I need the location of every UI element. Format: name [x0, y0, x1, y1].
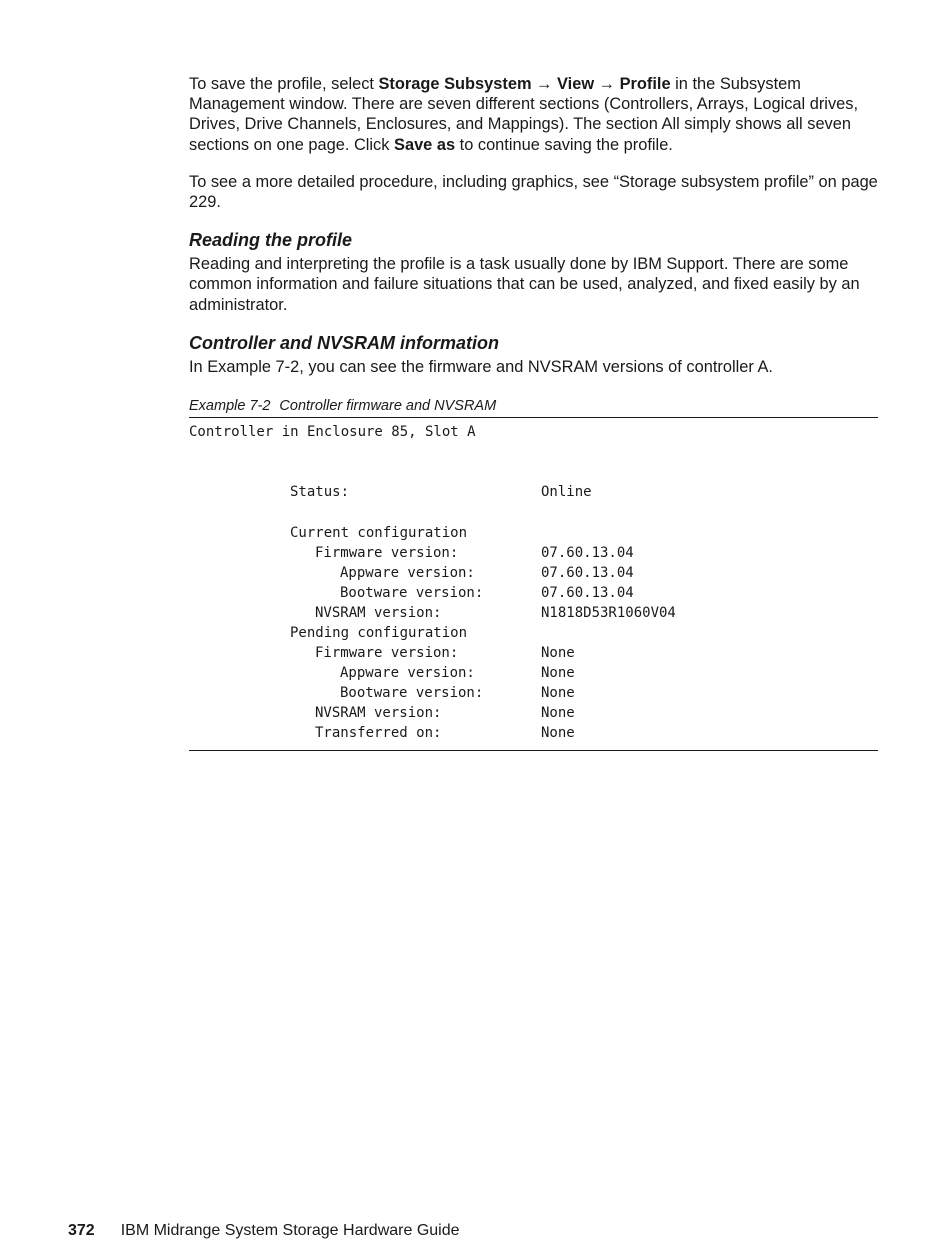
intro-paragraph-detailed-procedure: To see a more detailed procedure, including graphics, see “Storage subsystem profile” on page 229. [189, 172, 878, 212]
menu-view: View [557, 75, 595, 93]
controller-location: Controller in Enclosure 85, Slot A [189, 424, 476, 441]
pending-firmware-value: None [541, 645, 575, 662]
pending-bootware-label: Bootware version: [340, 685, 484, 702]
code-pending-bootware-line [189, 683, 878, 703]
code-current-appware-line [189, 563, 878, 583]
current-firmware-label: Firmware version: [315, 544, 459, 561]
code-current-config-line [189, 523, 878, 543]
example-bottom-rule [189, 750, 878, 751]
example-title: Controller firmware and NVSRAM [279, 398, 497, 415]
current-bootware-label: Bootware version: [340, 584, 484, 601]
code-pending-transferred-line [189, 723, 878, 743]
save-as-label: Save as [394, 135, 456, 154]
pending-appware-value: None [541, 665, 575, 682]
code-current-bootware-line [189, 583, 878, 603]
current-nvsram-value: N1818D53R1060V04 [541, 604, 676, 621]
current-appware-value: 07.60.13.04 [541, 564, 634, 581]
heading-controller-nvsram: Controller and NVSRAM information [189, 332, 499, 353]
example-number: Example 7-2 [189, 398, 271, 415]
pending-firmware-label: Firmware version: [315, 645, 459, 662]
pending-appware-label: Appware version: [340, 665, 475, 682]
current-bootware-value: 07.60.13.04 [541, 584, 634, 601]
intro-text-1: To save the profile, select [189, 75, 379, 93]
menu-profile: Profile [619, 75, 671, 93]
status-value: Online [541, 484, 592, 501]
heading-reading-profile: Reading the profile [189, 230, 353, 251]
page-number: 372 [68, 1222, 95, 1239]
status-label: Status: [290, 484, 350, 501]
page-footer [68, 1221, 460, 1241]
reading-profile-paragraph: Reading and interpreting the profile is a task usually done by IBM Support. There are some common information and failure situations that can be used, analyzed, and fixed easily by an administrator. [189, 255, 860, 314]
pending-transferred-label: Transferred on: [315, 725, 442, 742]
code-current-nvsram-line [189, 603, 878, 623]
intro-text-2: in the Subsystem Management window. There are seven different sections (Controllers, Arrays, Logical drives, Drives, Drive Channels, Enclosures, and Mappings). The section All simply shows all seven sections on one page. Click [189, 75, 859, 154]
page-content [189, 74, 878, 751]
menu-arrow: → [594, 75, 620, 93]
pending-bootware-value: None [541, 685, 575, 702]
pending-config-label: Pending configuration [290, 624, 468, 641]
current-config-label: Current configuration [290, 524, 468, 541]
pending-nvsram-value: None [541, 705, 575, 722]
code-header-line [189, 422, 878, 442]
intro-text-3: to continue saving the profile. [455, 135, 673, 154]
example-caption [189, 397, 878, 415]
code-status-line [189, 482, 878, 502]
current-firmware-value: 07.60.13.04 [541, 544, 634, 561]
controller-nvsram-paragraph: In Example 7-2, you can see the firmware and NVSRAM versions of controller A. [189, 357, 773, 376]
example-code-block [189, 418, 878, 750]
code-pending-firmware-line [189, 643, 878, 663]
pending-nvsram-label: NVSRAM version: [315, 705, 442, 722]
code-pending-nvsram-line [189, 703, 878, 723]
code-pending-appware-line [189, 663, 878, 683]
code-current-firmware-line [189, 543, 878, 563]
code-pending-config-line [189, 623, 878, 643]
menu-storage-subsystem: Storage Subsystem [378, 75, 532, 93]
current-nvsram-label: NVSRAM version: [315, 604, 442, 621]
menu-arrow: → [531, 75, 558, 93]
book-title: IBM Midrange System Storage Hardware Guide [120, 1222, 460, 1239]
intro-paragraph-save-profile [189, 74, 878, 155]
pending-transferred-value: None [541, 725, 575, 742]
current-appware-label: Appware version: [340, 564, 475, 581]
